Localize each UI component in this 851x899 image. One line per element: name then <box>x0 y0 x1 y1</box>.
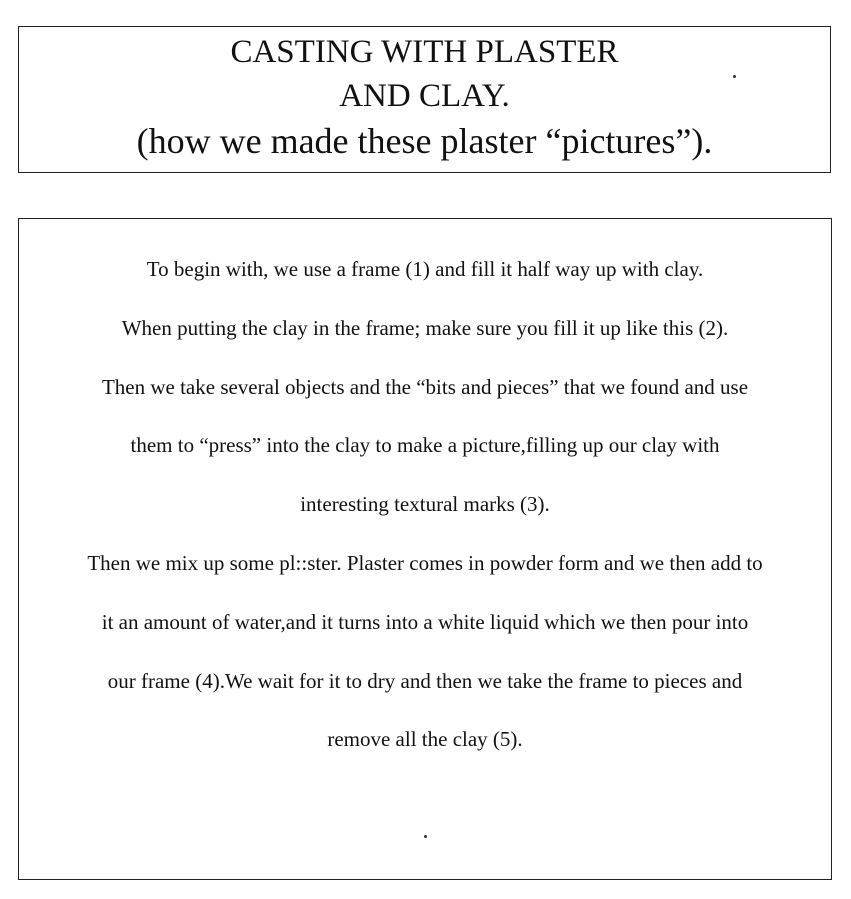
scan-speck <box>424 835 427 838</box>
scan-speck <box>733 75 736 78</box>
title-line-2: AND CLAY. <box>339 78 510 114</box>
title-subtitle: (how we made these plaster “pictures”). <box>136 121 713 161</box>
body-line-3: Then we take several objects and the “bits and pieces” that we found and use <box>101 375 749 399</box>
body-line-5: interesting textural marks (3). <box>300 492 550 516</box>
body-line-8: our frame (4).We wait for it to dry and then we take the frame to pieces and <box>107 669 743 693</box>
title-line-1: CASTING WITH PLASTER <box>230 34 619 70</box>
body-line-7: it an amount of water,and it turns into a white liquid which we then pour into <box>101 610 749 634</box>
body-line-9: remove all the clay (5). <box>327 727 523 751</box>
body-line-6: Then we mix up some pl::ster. Plaster comes in powder form and we then add to <box>87 551 763 575</box>
body-line-4: them to “press” into the clay to make a picture,filling up our clay with <box>130 433 720 457</box>
title-box <box>18 26 831 173</box>
body-line-2: When putting the clay in the frame; make sure you fill it up like this (2). <box>121 316 729 340</box>
body-line-1: To begin with, we use a frame (1) and fill it half way up with clay. <box>146 257 704 281</box>
body-text-box <box>18 218 832 880</box>
